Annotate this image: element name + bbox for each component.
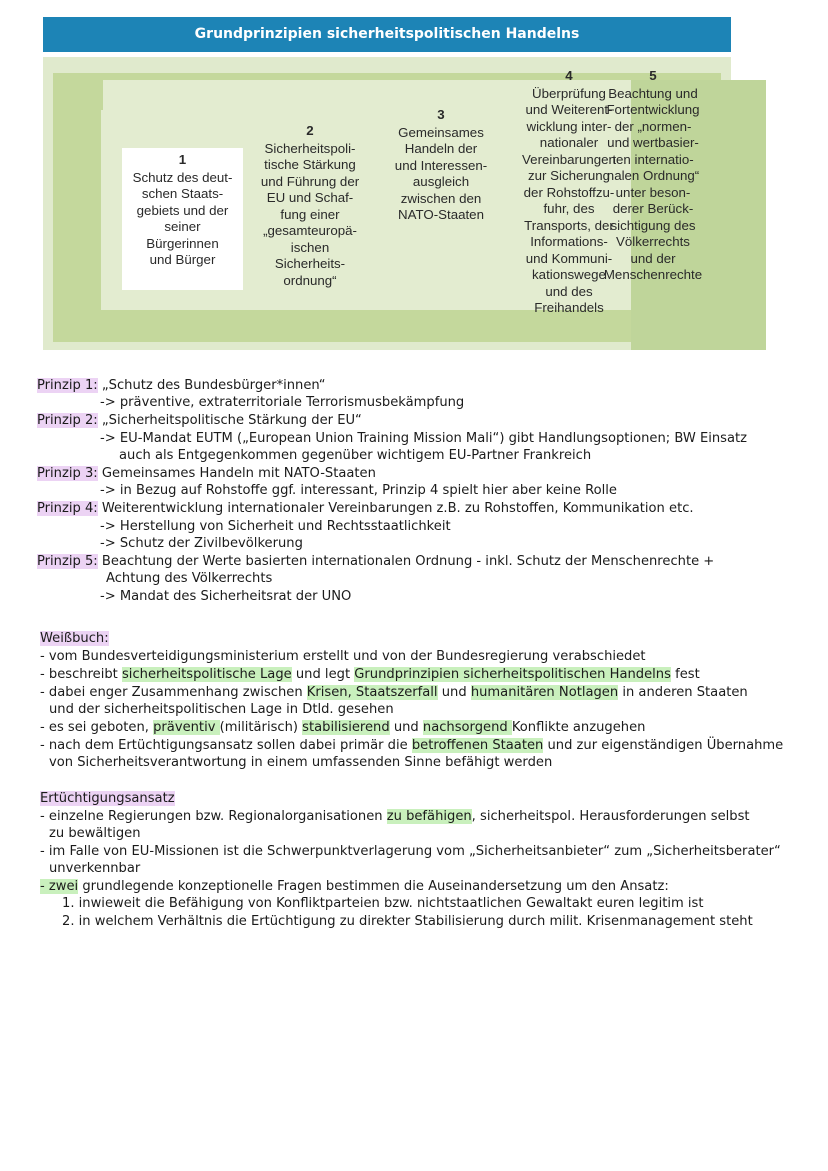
highlight: nachsorgend xyxy=(422,720,512,735)
column-line: EU und Schaf- xyxy=(266,190,354,205)
column-line: und Führung der xyxy=(260,173,360,189)
text-segment: grundlegende konzeptionelle Fragen bestimmen die Auseinandersetzung um den Ansatz: xyxy=(78,879,669,894)
column-line: Schutz des deut- xyxy=(132,169,233,185)
text-segment: und xyxy=(389,720,423,735)
question-2: 2. in welchem Verhältnis die Ertüchtigung zu direkter Stabilisierung durch milit. Krisenmanagement steht xyxy=(62,914,753,929)
highlight: stabilisierend xyxy=(302,720,390,735)
column-line: wicklung inter- xyxy=(526,118,612,134)
principle-column-3 xyxy=(381,107,501,224)
column-line: zwischen den xyxy=(400,190,482,206)
column-number: 4 xyxy=(565,68,573,83)
column-line: Vereinbarungen xyxy=(522,151,616,167)
weissbuch-line xyxy=(40,719,645,736)
principle-5-text: Beachtung der Werte basierten internationalen Ordnung - inkl. Schutz der Menschenrechte + xyxy=(97,554,715,569)
column-line: derer Berück- xyxy=(612,201,694,216)
column-line: und wertbasier- xyxy=(607,135,699,150)
column-line: seiner xyxy=(164,219,201,234)
principle-column-1 xyxy=(122,152,243,269)
principle-3-text: Gemeinsames Handeln mit NATO-Staaten xyxy=(97,466,376,481)
principle-4-sub: -> Herstellung von Sicherheit und Rechtsstaatlichkeit xyxy=(100,519,451,534)
text-segment: und legt xyxy=(291,667,355,682)
principle-2-text: „Sicherheitspolitische Stärkung der EU“ xyxy=(97,413,362,428)
principle-5-line xyxy=(37,553,714,570)
principles-figure xyxy=(43,17,731,350)
text-segment: in anderen Staaten xyxy=(618,685,748,700)
column-line: Gemeinsames xyxy=(398,124,484,140)
text-segment: - nach dem Ertüchtigungsansatz sollen dabei primär die xyxy=(40,738,412,753)
text-segment: Konflikte anzugehen xyxy=(511,720,646,735)
column-line: unter beson- xyxy=(615,184,691,200)
column-line: und Bürger xyxy=(149,252,216,267)
ertuechtigung-line xyxy=(40,878,669,895)
text-segment: fest xyxy=(670,667,700,682)
column-line: ten internatio- xyxy=(612,151,694,167)
text-segment: , sicherheitspol. Herausforderungen selbst xyxy=(471,809,750,824)
column-number: 1 xyxy=(178,152,187,167)
column-line: „gesamteuropä- xyxy=(263,223,357,238)
weissbuch-line xyxy=(40,737,783,754)
principle-3-line xyxy=(37,465,376,482)
principle-1-sub: -> präventive, extraterritoriale Terrorismusbekämpfung xyxy=(100,395,465,410)
highlight: humanitären Notlagen xyxy=(470,685,619,700)
ertuechtigung-heading xyxy=(40,790,175,807)
column-line: und der xyxy=(630,250,676,266)
column-line: ordnung“ xyxy=(283,272,337,288)
highlight: Grundprinzipien sicherheitspolitischen Handelns xyxy=(354,667,671,682)
column-number: 5 xyxy=(649,68,657,83)
column-line: gebiets und der xyxy=(136,202,229,218)
column-line: Bürgerinnen xyxy=(146,235,219,251)
column-line: Sicherheits- xyxy=(274,256,346,271)
column-line: Überprüfung xyxy=(532,85,606,101)
weissbuch-line xyxy=(40,684,748,701)
principle-2-label: Prinzip 2: xyxy=(37,413,98,428)
principle-5-text-cont: Achtung des Völkerrechts xyxy=(106,571,273,586)
principle-1-label: Prinzip 1: xyxy=(37,378,98,393)
column-line: Informations- xyxy=(530,234,608,249)
ertuechtigung-line xyxy=(40,808,750,825)
column-line: und Weiterent- xyxy=(525,102,613,117)
column-line: nationaler xyxy=(539,135,599,150)
column-line: ischen xyxy=(290,239,330,255)
principle-column-5 xyxy=(593,68,713,284)
column-line: schen Staats- xyxy=(141,186,224,201)
weissbuch-line: - vom Bundesverteidigungsministerium erstellt und von der Bundesregierung verabschiedet xyxy=(40,649,646,664)
column-line: und des xyxy=(545,283,593,299)
text-segment: und zur eigenständigen Übernahme xyxy=(543,738,784,753)
column-line: Handeln der xyxy=(404,141,478,156)
column-line: der „normen- xyxy=(614,118,692,134)
highlight: sicherheitspolitische Lage xyxy=(121,667,292,682)
highlight: Krisen, Staatszerfall xyxy=(306,685,438,700)
column-line: nalen Ordnung“ xyxy=(606,168,700,183)
highlight: präventiv xyxy=(153,720,220,735)
column-line: und Interessen- xyxy=(394,157,488,173)
highlight: betroffenen Staaten xyxy=(411,738,544,753)
principle-4-sub: -> Schutz der Zivilbevölkerung xyxy=(100,536,303,551)
principle-1-line xyxy=(37,377,326,394)
text-segment: - dabei enger Zusammenhang zwischen xyxy=(40,685,307,700)
principle-5-label: Prinzip 5: xyxy=(37,554,98,569)
column-line: fuhr, des xyxy=(543,201,595,216)
weissbuch-line: von Sicherheitsverantwortung in einem umfassenden Sinne befähigt werden xyxy=(49,755,553,770)
text-segment: - es sei geboten, xyxy=(40,720,154,735)
column-line: Sicherheitspoli- xyxy=(264,140,356,156)
text-segment: - beschreibt xyxy=(40,667,122,682)
weissbuch-line: und der sicherheitspolitischen Lage in Dtld. gesehen xyxy=(49,702,394,717)
principle-2-sub-cont: auch als Entgegenkommen gegenüber wichtigem EU-Partner Frankreich xyxy=(119,448,592,463)
weissbuch-line xyxy=(40,666,700,683)
column-line: NATO-Staaten xyxy=(398,207,484,222)
column-line: und Kommuni- xyxy=(525,250,613,266)
column-line: der Rohstoffzu- xyxy=(523,184,615,200)
principle-5-sub: -> Mandat des Sicherheitsrat der UNO xyxy=(100,589,352,604)
column-number: 3 xyxy=(437,107,445,122)
text-segment: und xyxy=(437,685,471,700)
principle-3-label: Prinzip 3: xyxy=(37,466,98,481)
column-number: 2 xyxy=(306,123,314,138)
ertuechtigung-line: - im Falle von EU-Missionen ist die Schwerpunktverlagerung vom „Sicherheitsanbieter“ zum „Sicherheitsberater“ xyxy=(40,844,781,859)
weissbuch-heading xyxy=(40,630,109,647)
principle-column-2 xyxy=(250,123,370,289)
column-line: tische Stärkung xyxy=(264,157,356,172)
column-line: kationswege xyxy=(532,267,606,282)
column-line: Fortentwicklung xyxy=(606,102,700,117)
principle-3-sub: -> in Bezug auf Rohstoffe ggf. interessant, Prinzip 4 spielt hier aber keine Rolle xyxy=(100,483,617,498)
column-line: zur Sicherung xyxy=(527,168,611,183)
column-line: Menschenrechte xyxy=(603,267,703,282)
column-line: Freihandels xyxy=(534,300,604,315)
question-1: 1. inwieweit die Befähigung von Konfliktparteien bzw. nichtstaatlichen Gewaltakt euren legitim ist xyxy=(62,896,704,911)
ertuechtigung-heading-text: Ertüchtigungsansatz xyxy=(40,791,175,806)
principle-4-line xyxy=(37,500,694,517)
text-segment: - einzelne Regierungen bzw. Regionalorganisationen xyxy=(40,809,387,824)
principle-2-line xyxy=(37,412,362,429)
highlight: zu befähigen xyxy=(386,809,472,824)
principle-4-label: Prinzip 4: xyxy=(37,501,98,516)
ertuechtigung-line: unverkennbar xyxy=(49,861,141,876)
column-line: fung einer xyxy=(280,206,340,222)
ertuechtigung-line: zu bewältigen xyxy=(49,826,141,841)
column-line: sichtigung des xyxy=(610,217,696,233)
weissbuch-heading-text: Weißbuch: xyxy=(40,631,109,646)
principle-2-sub: -> EU-Mandat EUTM („European Union Training Mission Mali“) gibt Handlungsoptionen; BW Einsatz xyxy=(100,431,748,446)
column-line: ausgleich xyxy=(412,174,470,189)
column-line: Beachtung und xyxy=(608,85,698,101)
text-segment: (militärisch) xyxy=(219,720,303,735)
principle-1-text: „Schutz des Bundesbürger*innen“ xyxy=(97,378,326,393)
column-line: Transports, der xyxy=(524,217,614,233)
principle-4-text: Weiterentwicklung internationaler Vereinbarungen z.B. zu Rohstoffen, Kommunikation etc. xyxy=(97,501,694,516)
figure-title: Grundprinzipien sicherheitspolitischen Handelns xyxy=(43,17,731,52)
highlight: - zwei xyxy=(40,879,79,894)
column-line: Völkerrechts xyxy=(616,234,690,249)
